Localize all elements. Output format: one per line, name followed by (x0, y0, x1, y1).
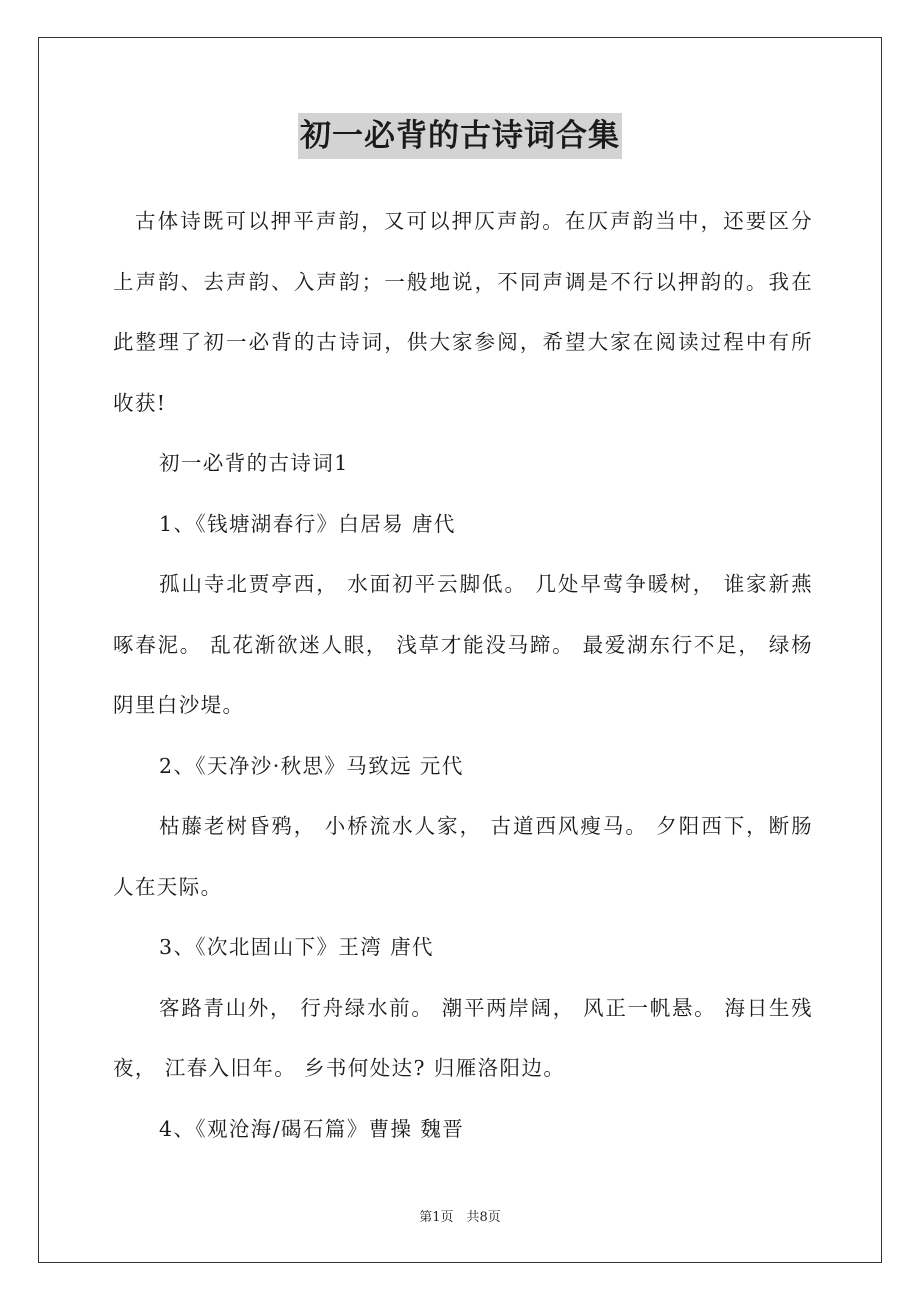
poem-heading: 2、《天净沙·秋思》马致远 元代 (159, 753, 464, 778)
page-footer: 第1页 共8页 (419, 1210, 501, 1225)
poem-text: 客路青山外， 行舟绿水前。 潮平两岸阔， 风正一帆悬。 海日生残夜， 江春入旧年。 乡书何处达? 归雁洛阳边。 (113, 995, 813, 1080)
document-title: 初一必背的古诗词合集 (298, 113, 622, 159)
poem-heading: 1、《钱塘湖春行》白居易 唐代 (159, 511, 456, 536)
document-body (113, 191, 813, 1159)
poem-heading: 3、《次北固山下》王湾 唐代 (159, 935, 434, 959)
poem-heading: 4、《观沧海/碣石篇》曹操 魏晋 (159, 1116, 465, 1141)
intro-paragraph: 古体诗既可以押平声韵，又可以押仄声韵。在仄声韵当中，还要区分上声韵、去声韵、入声韵；一般地说，不同声调是不行以押韵的。我在此整理了初一必背的古诗词，供大家参阅，希望大家在阅读过程中有所收获! (113, 209, 813, 415)
title-container (0, 113, 920, 159)
section-heading: 初一必背的古诗词1 (159, 451, 349, 475)
poem-text: 孤山寺北贾亭西， 水面初平云脚低。 几处早莺争暖树， 谁家新燕啄春泥。 乱花渐欲迷人眼， 浅草才能没马蹄。 最爱湖东行不足， 绿杨阴里白沙堤。 (113, 572, 813, 717)
poem-text: 枯藤老树昏鸦， 小桥流水人家， 古道西风瘦马。 夕阳西下，断肠人在天际。 (113, 814, 813, 899)
